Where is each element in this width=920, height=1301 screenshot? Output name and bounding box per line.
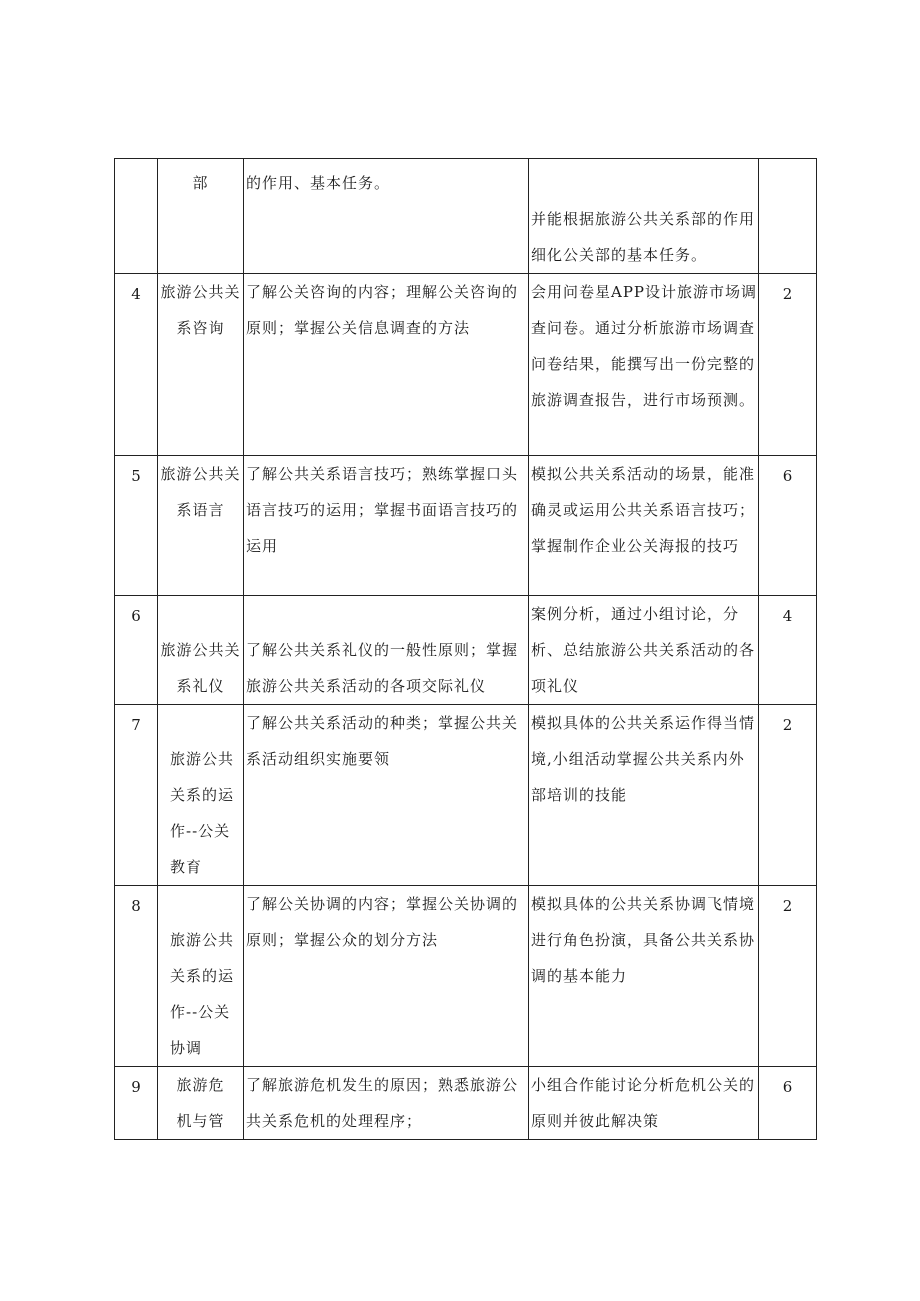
- unit-name: [158, 705, 244, 886]
- unit-name: [158, 159, 244, 274]
- row-number: [115, 159, 158, 274]
- unit-name-text: 旅游公共关系的运作--公关协调: [170, 931, 235, 1057]
- class-hours: [759, 159, 817, 274]
- unit-name-text: 旅游公共关系语言: [160, 465, 241, 519]
- row-number: 4: [115, 274, 158, 456]
- teaching-goal: [244, 705, 529, 886]
- teaching-goal: [244, 1067, 529, 1140]
- ability-requirement: [529, 456, 759, 596]
- unit-name: [158, 1067, 244, 1140]
- unit-name-text: 部: [192, 174, 209, 192]
- row-number: 9: [115, 1067, 158, 1140]
- unit-name: [158, 596, 244, 705]
- ability-requirement: [529, 705, 759, 886]
- unit-name: [158, 274, 244, 456]
- teaching-goal-text: 了解旅游危机发生的原因；熟悉旅游公共关系危机的处理程序；: [246, 1076, 519, 1130]
- teaching-goal: [244, 886, 529, 1067]
- table-row: [115, 274, 817, 456]
- ability-requirement-text: 并能根据旅游公共关系部的作用细化公关部的基本任务。: [531, 210, 756, 264]
- table-row: [115, 456, 817, 596]
- teaching-goal: [244, 456, 529, 596]
- row-number: 8: [115, 886, 158, 1067]
- row-number: 7: [115, 705, 158, 886]
- class-hours: 6: [759, 1067, 817, 1140]
- ability-requirement: [529, 274, 759, 456]
- teaching-goal-text: 了解公关咨询的内容；理解公关咨询的原则；掌握公关信息调查的方法: [246, 283, 519, 337]
- table-row: [115, 159, 817, 274]
- teaching-goal-text: 的作用、基本任务。: [246, 174, 391, 192]
- ability-requirement-text: 案例分析，通过小组讨论，分析、总结旅游公共关系活动的各项礼仪: [531, 605, 756, 695]
- teaching-goal: [244, 159, 529, 274]
- teaching-goal: [244, 274, 529, 456]
- teaching-goal-text: 了解公共关系活动的种类；掌握公共关系活动组织实施要领: [246, 714, 519, 768]
- class-hours: 2: [759, 886, 817, 1067]
- ability-requirement-text: 小组合作能讨论分析危机公关的原则并彼此解决策: [531, 1076, 756, 1130]
- ability-requirement-text: 模拟具体的公共关系协调飞情境进行角色扮演，具备公共关系协调的基本能力: [531, 895, 756, 985]
- ability-requirement: [529, 1067, 759, 1140]
- syllabus-table: [114, 158, 817, 1140]
- teaching-goal: [244, 596, 529, 705]
- unit-name: [158, 456, 244, 596]
- table-row: [115, 886, 817, 1067]
- class-hours: 2: [759, 274, 817, 456]
- class-hours: 4: [759, 596, 817, 705]
- row-number: 5: [115, 456, 158, 596]
- ability-requirement: [529, 886, 759, 1067]
- unit-name-text: 旅游公共关系礼仪: [160, 641, 241, 695]
- teaching-goal-text: 了解公共关系礼仪的一般性原则；掌握旅游公共关系活动的各项交际礼仪: [246, 641, 519, 695]
- ability-requirement: [529, 596, 759, 705]
- ability-requirement-text: 会用问卷星APP设计旅游市场调查问卷。通过分析旅游市场调查问卷结果，能撰写出一份完整的旅游调查报告，进行市场预测。: [531, 283, 758, 409]
- table-row: [115, 596, 817, 705]
- teaching-goal-text: 了解公关协调的内容；掌握公关协调的原则；掌握公众的划分方法: [246, 895, 519, 949]
- class-hours: 2: [759, 705, 817, 886]
- unit-name: [158, 886, 244, 1067]
- table-row: [115, 705, 817, 886]
- ability-requirement-text: 模拟具体的公共关系运作得当情境,小组活动掌握公共关系内外部培训的技能: [531, 714, 756, 804]
- class-hours: 6: [759, 456, 817, 596]
- table-row: [115, 1067, 817, 1140]
- teaching-goal-text: 了解公共关系语言技巧；熟练掌握口头语言技巧的运用；掌握书面语言技巧的运用: [246, 465, 519, 555]
- unit-name-text: 旅游公共关系咨询: [160, 283, 241, 337]
- unit-name-text: 旅游公共关系的运作--公关教育: [170, 750, 235, 876]
- unit-name-text: 旅游危机与管: [176, 1076, 225, 1130]
- ability-requirement: [529, 159, 759, 274]
- row-number: 6: [115, 596, 158, 705]
- ability-requirement-text: 模拟公共关系活动的场景，能准确灵或运用公共关系语言技巧；掌握制作企业公关海报的技巧: [531, 465, 756, 555]
